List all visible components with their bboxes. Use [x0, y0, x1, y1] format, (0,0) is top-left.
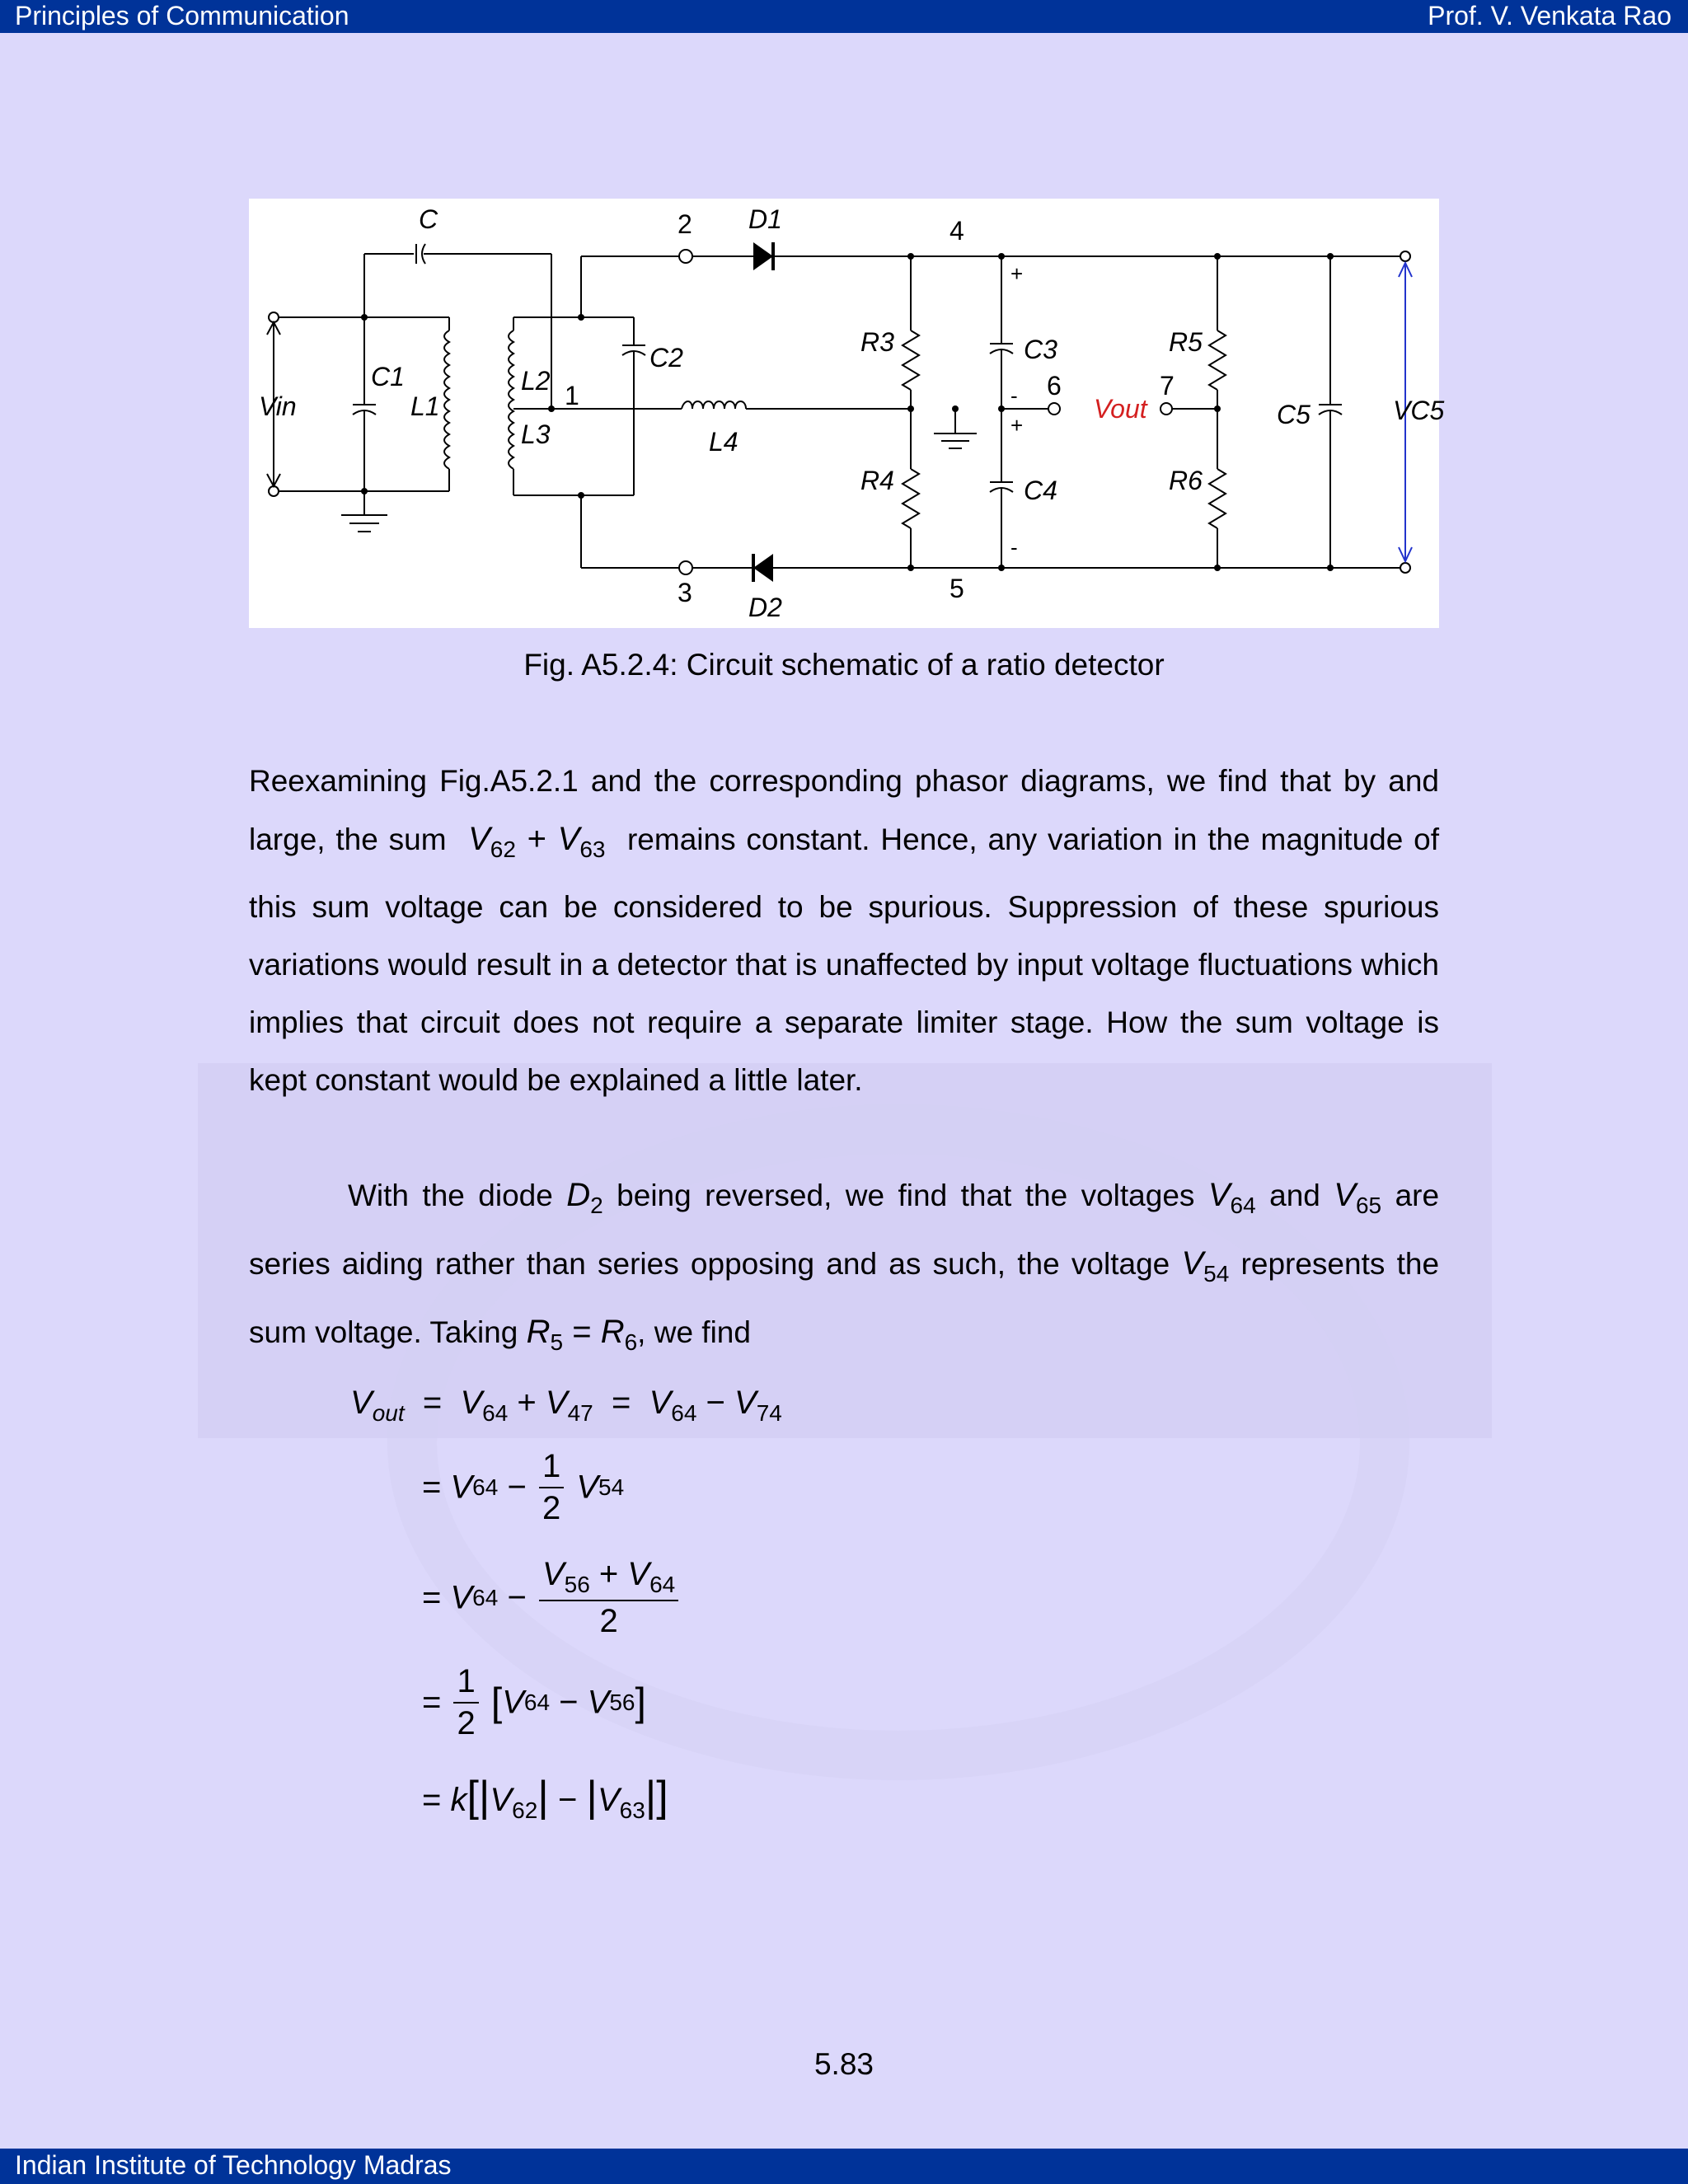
math-v65: $V_{65}$	[1334, 1177, 1382, 1218]
math-v62-plus-v63: $V_{62} + V_{63}$	[468, 821, 606, 862]
svg-text:+: +	[1010, 261, 1024, 286]
circuit-figure	[249, 199, 1445, 628]
para1-text-2: remains constant. Hence, any variation in the magnitude of this sum voltage can be considered to be spurious. Suppression of these spurious variations would result in a detector that is unaffected by input voltage fluctuations which implies that circuit does not require a separate limiter stage. How the sum voltage is kept constant would be explained a little later.	[249, 823, 1439, 1097]
label-r4: R4	[860, 466, 894, 495]
svg-text:+: +	[1010, 413, 1024, 438]
label-l1: L1	[410, 391, 440, 421]
math-r5-eq-r6: $R_5 = R_6$	[526, 1314, 638, 1355]
math-v64: $V_{64}$	[1207, 1177, 1256, 1218]
label-c4: C4	[1024, 476, 1057, 505]
label-l2: L2	[521, 366, 551, 396]
label-l3: L3	[521, 419, 551, 449]
header-author: Prof. V. Venkata Rao	[1428, 1, 1672, 30]
circuit-schematic	[249, 199, 1445, 628]
label-r6: R6	[1169, 466, 1203, 495]
label-node-4: 4	[950, 216, 964, 246]
label-d2: D2	[748, 593, 782, 622]
equation-line-5: = $k[|V_{62}| - |V_{63}|]$	[422, 1773, 668, 1823]
label-r3: R3	[860, 327, 894, 357]
label-vin: Vin	[259, 391, 297, 421]
equation-line-2: = V64 − $\frac{1}{2}$ V54	[422, 1448, 625, 1526]
label-node-3: 3	[678, 578, 692, 607]
label-node-1: 1	[565, 381, 579, 410]
page-number: 5.83	[814, 2047, 874, 2081]
label-c2: C2	[649, 343, 683, 373]
equation-line-4: = $\frac{1}{2}$ [V64 − V56]	[422, 1663, 646, 1741]
para1-text-1: Reexamining Fig.A5.2.1 and the corresponding phasor diagrams, we find that by and large, the sum	[249, 764, 1439, 856]
math-d2: $D_2$	[566, 1177, 603, 1218]
label-l4: L4	[709, 427, 738, 457]
paragraph-1	[249, 752, 1439, 1109]
figure-caption: Fig. A5.2.4: Circuit schematic of a ratio detector	[523, 648, 1165, 682]
label-d1: D1	[748, 204, 782, 234]
label-c: C	[419, 204, 438, 234]
header-bar	[0, 0, 1688, 33]
label-node-5: 5	[950, 574, 964, 603]
label-node-6: 6	[1047, 371, 1062, 401]
label-c1: C1	[371, 362, 405, 391]
math-v54: $V_{54}$	[1181, 1245, 1230, 1286]
header-title: Principles of Communication	[15, 1, 349, 30]
svg-text:-: -	[1010, 383, 1018, 408]
footer-bar	[0, 2149, 1688, 2184]
svg-text:-: -	[1010, 535, 1018, 560]
label-r5: R5	[1169, 327, 1203, 357]
label-vout: Vout	[1094, 394, 1147, 424]
footer-institution: Indian Institute of Technology Madras	[15, 2150, 452, 2180]
label-c5: C5	[1277, 400, 1311, 429]
label-c3: C3	[1024, 335, 1057, 364]
paragraph-2: With the diode $D_2$ being reversed, we find that the voltages $V_{64}$ and $V_{65}$ are series aiding rather than series opposing and as such, the voltage $V_{54}$ represents the sum voltage. Taking $R_5 = R_6$, we find	[249, 1177, 1440, 1355]
label-node-2: 2	[678, 209, 692, 239]
label-vc5: VC5	[1393, 396, 1445, 425]
equation-line-1: $V_{out} = V_{64} + V_{47} = V_{64} - V_{74}$	[350, 1385, 782, 1426]
label-node-7: 7	[1160, 371, 1175, 401]
equation-line-3: = V64 − $\frac{V_{56} + V_{64}}{2}$	[422, 1556, 682, 1640]
